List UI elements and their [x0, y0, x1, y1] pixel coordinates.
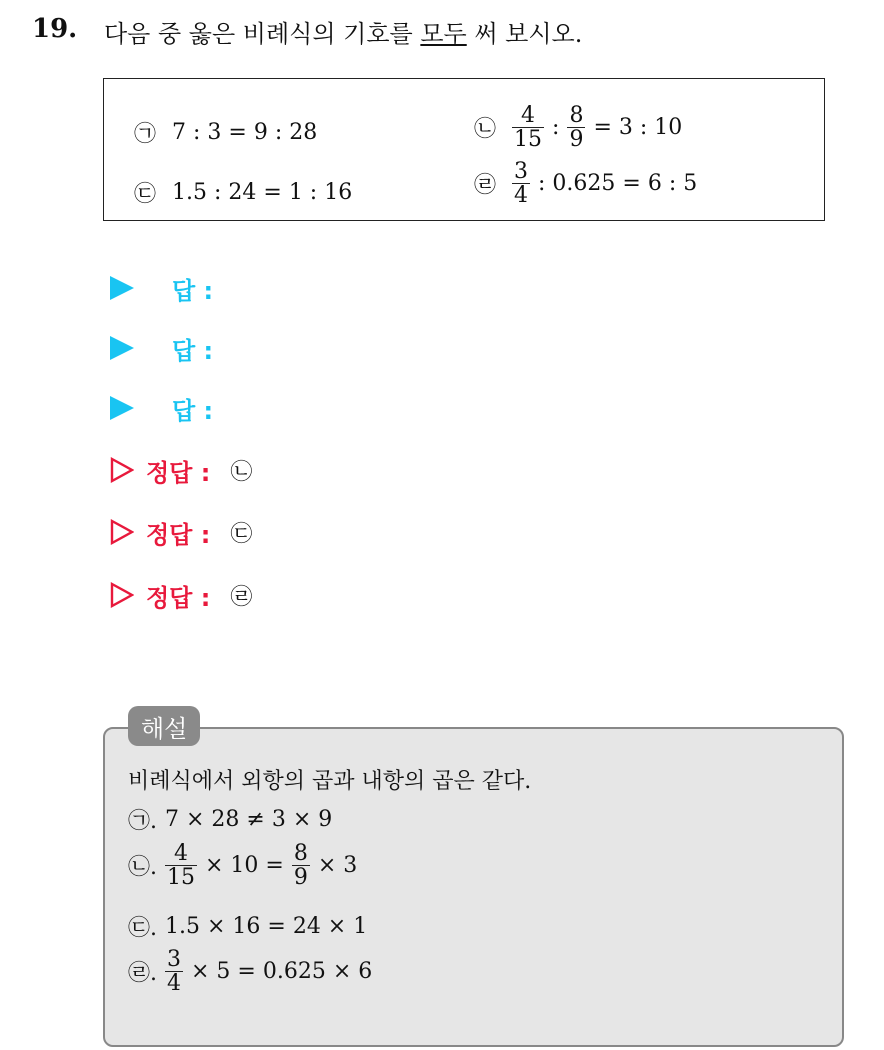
- choice-b: [474, 104, 686, 151]
- fraction-numerator: 3: [514, 159, 529, 184]
- fraction-denominator: 15: [167, 865, 195, 891]
- play-triangle-icon: [110, 276, 134, 300]
- choice-mark: ㉡: [474, 117, 497, 143]
- explanation-intro: 비례식에서 외항의 곱과 내항의 곱은 같다.: [128, 769, 532, 794]
- correct-answer-value: ㉣: [230, 584, 253, 610]
- triangle-outline-icon: [110, 582, 134, 608]
- fraction: [165, 842, 197, 889]
- choice-mark: ㉠: [134, 122, 157, 147]
- explanation-line-a: [128, 804, 336, 835]
- answer-row[interactable]: [110, 268, 213, 308]
- explanation-mark: ㉢.: [128, 916, 157, 941]
- answer-label: 답 :: [172, 276, 214, 305]
- choice-expression: 1.5 : 24 = 1 : 16: [172, 180, 353, 205]
- question-number: 19.: [32, 14, 78, 44]
- fraction-denominator: 15: [514, 127, 543, 153]
- explanation-expression-rest: × 5 = 0.625 × 6: [191, 959, 373, 985]
- fraction-numerator: 8: [293, 841, 308, 866]
- explanation-expression-rest: × 3: [317, 853, 358, 879]
- fraction-denominator: 4: [167, 971, 181, 997]
- choice-a: [134, 117, 321, 148]
- question-text-emphasis: 모두: [420, 20, 467, 48]
- fraction: [512, 104, 544, 151]
- choice-mark: ㉢: [134, 182, 157, 207]
- explanation-title: 해설: [128, 706, 200, 746]
- fraction: [165, 948, 183, 995]
- fraction-denominator: 4: [514, 183, 529, 209]
- fraction-denominator: 9: [569, 127, 584, 153]
- correct-answer-label: 정답 :: [146, 458, 211, 487]
- fraction-numerator: 4: [521, 103, 536, 128]
- question-text: [104, 14, 582, 49]
- correct-answer-row: [110, 450, 252, 490]
- explanation-expression-mid: × 10 =: [205, 853, 284, 879]
- answer-label: 답 :: [172, 336, 214, 365]
- ratio-separator: :: [552, 115, 560, 141]
- explanation-expression: 1.5 × 16 = 24 × 1: [165, 914, 368, 939]
- choice-mark: ㉣: [474, 173, 497, 199]
- answer-row[interactable]: [110, 388, 213, 428]
- choice-expression: 7 : 3 = 9 : 28: [172, 120, 318, 145]
- correct-answer-value: ㉡: [230, 459, 253, 485]
- explanation-expression: 7 × 28 ≠ 3 × 9: [165, 807, 333, 832]
- answer-label: 답 :: [172, 396, 214, 425]
- fraction-denominator: 9: [293, 865, 308, 891]
- fraction: [567, 104, 585, 151]
- fraction-numerator: 3: [167, 947, 181, 972]
- correct-answer-row: [110, 575, 252, 615]
- correct-answer-row: [110, 512, 252, 552]
- choice-c: [134, 177, 356, 208]
- choice-d: [474, 160, 701, 207]
- question-text-before: 다음 중 옳은 비례식의 기호를: [104, 20, 421, 48]
- fraction-numerator: 8: [569, 103, 584, 128]
- explanation-mark: ㉠.: [128, 809, 157, 834]
- fraction: [512, 160, 530, 207]
- correct-answer-label: 정답 :: [146, 520, 211, 549]
- explanation-line-d: [128, 948, 376, 995]
- question-text-after: 써 보시오.: [466, 20, 583, 48]
- fraction-numerator: 4: [174, 841, 188, 866]
- explanation-line-c: [128, 911, 371, 942]
- explanation-mark: ㉣.: [128, 961, 157, 987]
- correct-answer-label: 정답 :: [146, 583, 211, 612]
- explanation-line-b: [128, 842, 361, 889]
- correct-answer-value: ㉢: [230, 521, 253, 547]
- choice-expression-rest: : 0.625 = 6 : 5: [538, 171, 698, 197]
- choice-expression-rest: = 3 : 10: [593, 115, 683, 141]
- answer-row[interactable]: [110, 328, 213, 368]
- triangle-outline-icon: [110, 457, 134, 483]
- triangle-outline-icon: [110, 519, 134, 545]
- play-triangle-icon: [110, 396, 134, 420]
- fraction: [292, 842, 310, 889]
- explanation-mark: ㉡.: [128, 855, 157, 881]
- play-triangle-icon: [110, 336, 134, 360]
